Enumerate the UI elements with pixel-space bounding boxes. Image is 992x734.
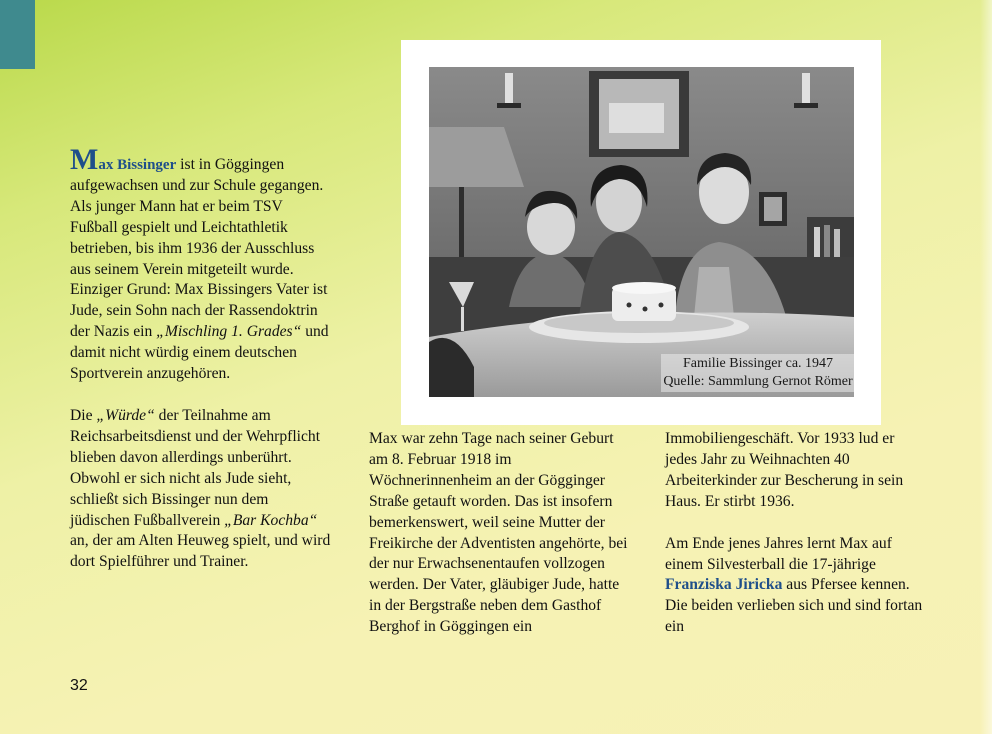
person-name-max-bissinger: ax Bissinger: [98, 157, 177, 173]
paragraph-baptism: Max war zehn Tage nach seiner Geburt am 8. Februar 1918 im Wöchnerinnenheim an der Gögginger Straße getauft worden. Das ist insofern bemerkenswert, weil seine Mutter der Freikirche der Adventisten angehörte, bei der nur Erwachsenentaufen vollzogen werden. Der Vater, gläubiger Jude, hatte in der Bergstraße neben dem Gasthof Berghof in Göggingen ein: [369, 430, 628, 636]
caption-line-2: Quelle: Sammlung Gernot Römer: [663, 374, 853, 389]
paragraph-text: Die: [70, 406, 97, 424]
quoted-term: „Bar Kochba“: [224, 511, 318, 529]
paragraph-silvester: [665, 534, 927, 639]
quoted-term: „Würde“: [96, 406, 155, 424]
paragraph-business: Immobiliengeschäft. Vor 1933 lud er jedes Jahr zu Weihnachten 40 Arbeiterkinder zur Bescherung in sein Haus. Er stirbt 1936.: [665, 430, 904, 510]
person-name-franziska-jiricka: Franziska Jiricka: [665, 576, 783, 594]
drop-cap: M: [70, 143, 99, 176]
paragraph-text: und damit nicht würdig einem deutschen Sportverein anzugehören.: [70, 323, 329, 383]
paragraph-text: ist in Göggingen aufgewachsen und zur Schule gegangen. Als junger Mann hat er beim TSV Fußball gespielt und Leichtathletik betrieben, bis ihm 1936 der Ausschluss aus seinem Verein mitgeteilt wurde. Einziger Grund: Max Bissingers Vater ist Jude, sein Sohn nach der Rassendoktrin der Nazis ein: [70, 156, 328, 341]
paragraph-intro: [70, 143, 332, 385]
paragraph-text: an, der am Alten Heuweg spielt, und wird dort Spielführer und Trainer.: [70, 532, 331, 571]
family-photo: [429, 67, 854, 397]
corner-tab: [0, 0, 35, 69]
text-column-right: [665, 429, 927, 638]
text-column-middle: [369, 429, 631, 638]
photo-frame: [401, 40, 881, 425]
text-column-left: [70, 143, 332, 573]
caption-line-1: Familie Bissinger ca. 1947: [682, 356, 834, 371]
paragraph-wuerde: [70, 406, 332, 573]
photo-caption: [661, 354, 854, 392]
paragraph-text: der Teilnahme am Reichsarbeitsdienst und der Wehrpflicht blieben davon allerdings unberührt. Obwohl er sich nicht als Jude sieht, schließt sich Bissinger nun dem jüdischen Fußballverein: [70, 406, 321, 529]
family-photo-illustration: [429, 67, 854, 397]
quoted-term: „Mischling 1. Grades“: [156, 323, 302, 341]
page-number: 32: [70, 677, 88, 694]
page-edge: [980, 0, 992, 734]
paragraph-text: Am Ende jenes Jahres lernt Max auf einem Silvesterball die 17-jährige: [665, 534, 892, 573]
paragraph-text: aus Pfersee kennen. Die beiden verlieben sich und sind fortan ein: [665, 576, 923, 636]
